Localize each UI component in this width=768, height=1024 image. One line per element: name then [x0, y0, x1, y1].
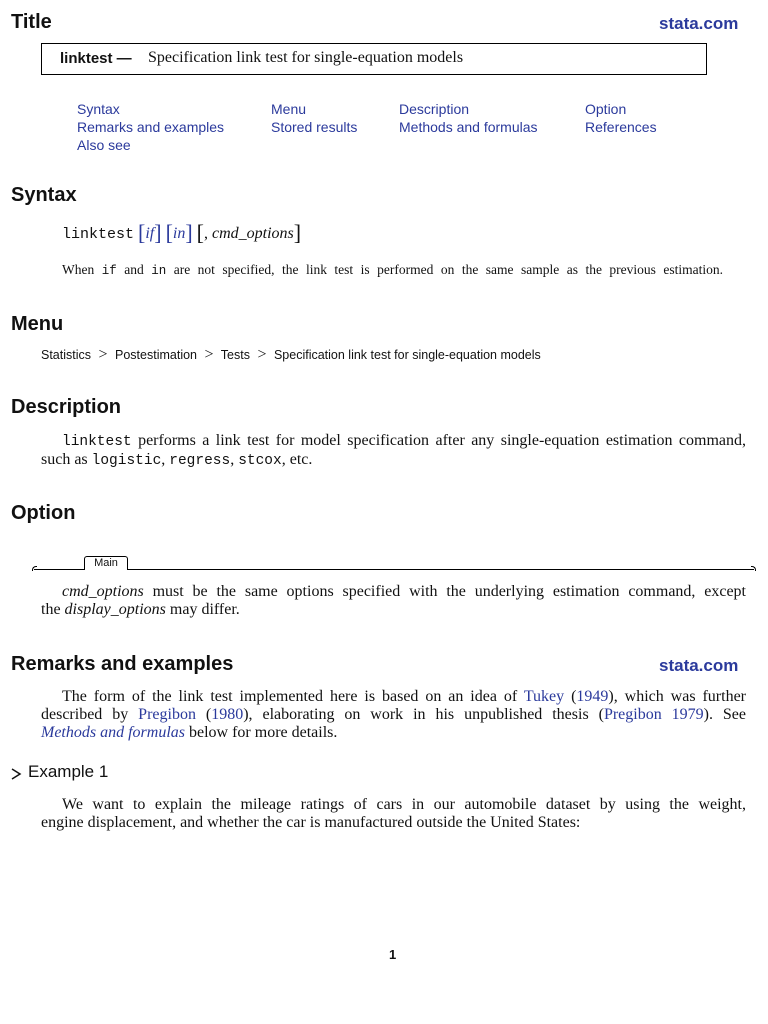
remarks-heading: Remarks and examples [11, 653, 234, 675]
pregibon-thesis-link[interactable]: Pregibon 1979 [603, 706, 704, 723]
syntax-comma: , [204, 225, 208, 242]
toc-remarks[interactable]: Remarks and examples [77, 119, 225, 135]
remarks-paragraph: The form of the link test implemented here is based on an idea of Tukey (1949), which was further described by Pregibon (1980), elaborating on work in his unpublished thesis (Pregibon 1979). See Methods and formulas below for more details. [41, 688, 746, 741]
option-heading: Option [11, 502, 76, 524]
toc-references[interactable]: References [585, 119, 657, 135]
pregibon-link[interactable]: Pregibon [138, 706, 196, 723]
option-paragraph: cmd_options must be the same options specified with the underlying estimation command, except the display_options may differ. [41, 583, 746, 618]
toc-methods[interactable]: Methods and formulas [399, 119, 538, 135]
toc-option[interactable]: Option [585, 101, 627, 117]
example-paragraph: We want to explain the mileage ratings of cars in our automobile dataset by using the weight, engine displacement, and whether the car is manufactured outside the United States: [41, 796, 746, 831]
toc-stored-results[interactable]: Stored results [271, 119, 358, 135]
syntax-line: linktest [if] [in] [, cmd_options] [62, 220, 302, 245]
description-heading: Description [11, 396, 122, 418]
syntax-in[interactable]: in [172, 225, 186, 242]
title-box [41, 43, 707, 75]
triangle-marker-icon [11, 767, 23, 781]
stata-link-remarks[interactable]: stata.com [659, 656, 739, 675]
syntax-note: When if and in are not specified, the link test is performed on the same sample as the previous estimation. [62, 262, 724, 278]
toc-description[interactable]: Description [399, 101, 470, 117]
menu-path: Statistics > Postestimation > Tests > Specification link test for single-equation models [41, 346, 541, 363]
syntax-command: linktest [62, 226, 135, 243]
menu-heading: Menu [11, 313, 64, 335]
title-description: Specification link test for single-equation models [148, 49, 464, 66]
tab-divider [34, 569, 754, 570]
syntax-if[interactable]: if [145, 225, 155, 242]
methods-link[interactable]: Methods and formulas [41, 724, 185, 741]
toc-menu[interactable]: Menu [271, 101, 307, 117]
tukey-link[interactable]: Tukey [523, 688, 565, 705]
page-number: 1 [389, 947, 397, 962]
title-command: linktest — [60, 50, 132, 67]
toc-syntax[interactable]: Syntax [77, 101, 120, 117]
toc-also-see[interactable]: Also see [77, 137, 131, 153]
stata-link[interactable]: stata.com [659, 14, 739, 33]
syntax-heading: Syntax [11, 184, 77, 206]
description-paragraph: linktest performs a link test for model specification after any single-equation estimation command, such as logistic, regress, stcox, etc. [41, 432, 747, 469]
tab-main[interactable]: Main [84, 556, 128, 570]
syntax-options: cmd_options [212, 225, 294, 242]
section-title: Title [11, 11, 52, 33]
